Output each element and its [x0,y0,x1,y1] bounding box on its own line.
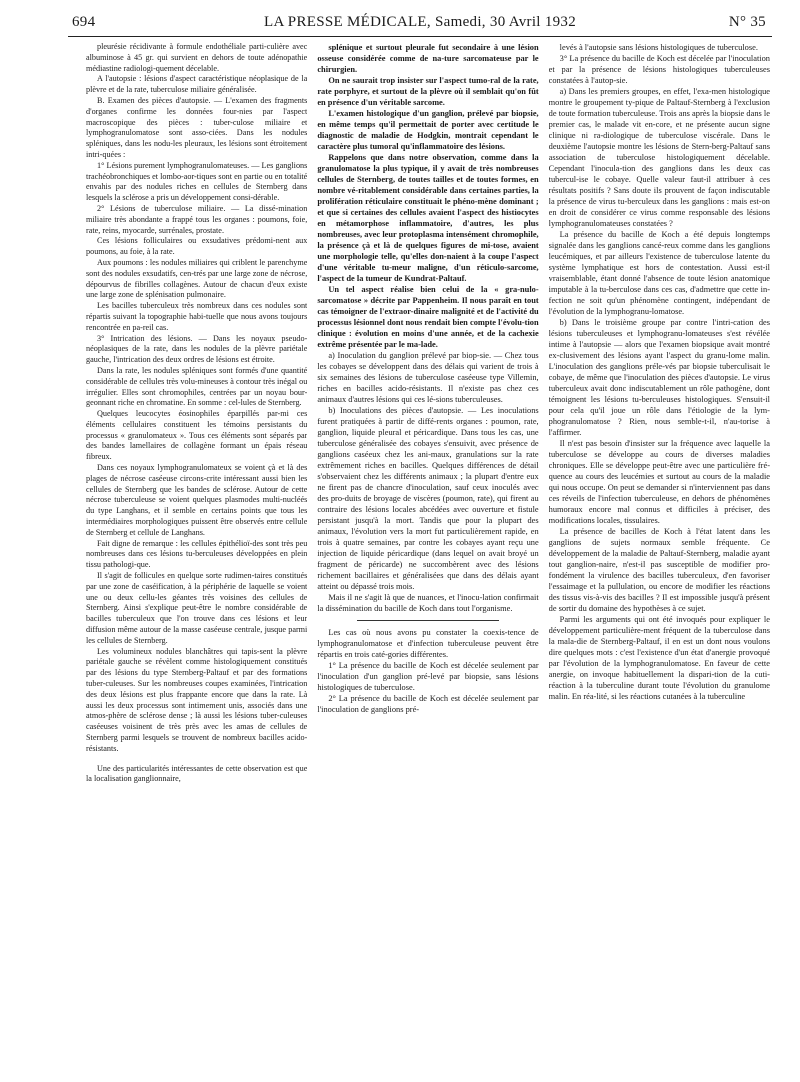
paragraph: B. Examen des pièces d'autopsie. — L'examen des fragments d'organes confirme les données four-nies par l'aspect macroscopique des pièces : tuber-culose miliaire et lymphogranulomatose sont asso-ciées. Dans les nodules spléniques, dans les nodu-les pleuraux, les lésions sont étroitement intri-quées : [86,95,308,159]
paragraph: Rappelons que dans notre observation, comme dans la granulomatose la plus typique, il y avait de très nombreuses cellules de Sternberg, de toutes tailles et de toutes formes, en nombre vé-ritablement considérable dans certaines parties, la prolifération réticulaire constituait le phéno-mène dominant ; et que si certaines des cellules avaient l'aspect des histiocytes en métamorphose inflammatoire, d'autres, les plus nombreuses, avec leur protoplasma intensément chromophile, la présence çà et là de quelques figures de mi-tose, avaient une morphologie telle, qu'elles don-naient à la coupe l'aspect d'une véritable tu-meur maligne, d'un réticulo-sarcome, l'aspect de la tumeur de Kundrat-Paltauf. [317,153,539,283]
paragraph: Les volumineux nodules blanchâtres qui tapis-sent la plèvre pariétale gauche se révèlent comme histologiquement constitués par des lésions du type Sternberg-Paltauf et par des formations tuber-culeuses. Sur les nombreuses coupes examinées, l'intrication des deux lésions est plus frappante encore que dans la rate. Là aussi les deux processus sont intimement unis, associés dans une atmos-phère de sclérose dense ; là aussi les lésions tuber-culeuses caséeuses voisinent de très près avec les amas de cellules de Sternberg parmi lesquels se trouvent de nombreux bacilles acido-résistants. [86,646,308,753]
paragraph: Dans ces noyaux lymphogranulomateux se voient çà et là des plages de nécrose caséeuse circons-crite intéressant aussi bien les cellules de Sternberg que les bandes de sclérose. Autour de cette nécrose tuberculeuse se voient quelques plasmodes multi-nucléés du type Langhans, et il semble en certains points que tous les intermédiaires morphologiques puissent être observés entre cellule de Sternberg et cellule de Langhans. [86,463,308,537]
paragraph: Il s'agit de follicules en quelque sorte rudimen-taires constitués par une zone de caséification, à la périphérie de laquelle se voient une ou deux cellu-les géantes très voisines des cellules de Sternberg. Ainsi s'explique peut-être le nombre considérable de bacilles tuberculeux que l'on trouve dans ces lésions et leur diffusion même autour de la masse caséeuse centrale, jusque parmi les cellules de Sternberg. [86,571,308,645]
column-3 [549,42,770,1072]
paragraph: Il n'est pas besoin d'insister sur la fréquence avec laquelle la tuberculose se développe au cours de diverses maladies chroniques. Elle se développe peut-être avec une particulière fré-quence au cours des leucémies et surtout au cours de la maladie qui nous occupe. On peut se demander si n'interviennent pas dans ces réveils de l'infection tuberculeuse, en dehors de phénomènes humoraux encore mal connus et difficiles à préciser, des modifications locales, tissulaires. [548,439,770,525]
paragraph: La présence de bacilles de Koch à l'état latent dans les ganglions de sujets normaux semble fréquente. Ce développement de la maladie de Paltauf-Sternberg, maladie ayant tout ganglion-naire, n'est-il pas susceptible de modifier pro-fondément la virulence des bacilles tuberculeux, d'en favoriser l'essaimage et la pullulation, ou encore de modifier les réactions des tissus vis-à-vis des bacilles ? Il est impossible jusqu'à présent de sortir du domaine des hypothèses à ce sujet. [548,527,770,613]
paragraph: 3° Intrication des lésions. — Dans les noyaux pseudo-néoplasiques de la rate, dans les nodules de la plèvre pariétale gauche, l'intrication des deux ordres de lésions est étroite. [86,333,308,365]
paragraph: Ces lésions folliculaires ou exsudatives prédomi-nent aux poumons, au foie, à la rate. [86,236,308,257]
paragraph: On ne saurait trop insister sur l'aspect tumo-ral de la rate, rate porphyre, et surtout de la plèvre où il semblait qu'on fût en présence d'un véritable sarcome. [317,76,539,107]
page-number: 694 [72,14,96,30]
paragraph: 3° La présence du bacille de Koch est décelée par l'inoculation et par la présence de lésions histologiques tuberculeuses constatées à l'autop-sie. [548,54,770,85]
paragraph: La présence du bacille de Koch a été depuis longtemps signalée dans les ganglions cancé-reux comme dans les ganglions leucémiques, et par ailleurs l'existence de tuberculose latente du système lymphatique est hors de contestation. Aussi est-il vraisemblable, étant donné l'absence de toute lésion anatomique imputable à la tu-berculose dans ces cas, d'admettre que cette in-fection ne soit qu'un phénomène contingent, indépendant de l'évolution de la lymphogranu-lomatose. [548,230,770,316]
paragraph: Les bacilles tuberculeux très nombreux dans ces nodules sont répartis suivant la topographie habi-tuelle que nous avons toujours rencontrée en pa-reil cas. [86,301,308,332]
paragraph: splénique et surtout pleurale fut secondaire à une lésion osseuse considérée comme de na-ture sarcomateuse par le chirurgien. [317,43,539,74]
paragraph: b) Inoculations des pièces d'autopsie. — Les inoculations furent pratiquées à partir de diffé-rents organes : poumon, rate, ganglion, liquide pleural et péricardique. Dans tous les cas, une tuberculose généralisée des cobayes s'ensuivit, avec présence de ganglions caséeux chez les ani-maux, granulations sur la rate extrêmement riches en bacilles. Quelques différences de détail s'observaient chez les différents animaux ; la plupart d'entre eux ne firent pas de chancre d'inoculation, sauf ceux inoculés avec des pro-duits de broyage de viscères (poumon, rate), qui firent au contraire des lésions locales abcédées avec ouverture et fistule persistant jusqu'à la mort. Tandis que pour la plupart des animaux, l'évolution vers la mort fut particulièrement rapide, en trois à quatre semaines, par contre les cobayes ayant reçu une injection de liquide péricardique (dans lequel on avait broyé un fragment de péricarde) ne succombèrent avec des lésions richement bacillaires et généralisées que dans des délais ayant atteint ou dépassé trois mois. [317,406,539,591]
page-header [68,8,772,37]
paragraph: Les cas où nous avons pu constater la coexis-tence de lymphogranulomatose et d'infection tuberculeuse peuvent être répartis en trois caté-gories différentes. [317,628,539,659]
paragraph: A l'autopsie : lésions d'aspect caractéristique néoplasique de la plèvre et de la rate, tuberculose miliaire généralisée. [86,74,308,95]
paragraph: Une des particularités intéressantes de cette observation est que la localisation ganglionnaire, [86,763,308,784]
paragraph: a) Dans les premiers groupes, en effet, l'exa-men histologique montre le groupement ty-pique de Paltauf-Sternberg à l'exclusion de toute formation tuberculeuse. Trois ans après la biopsie dans le premier cas, le malade vit en-core, et ne présente aucun signe clinique ni ra-diologique de tuberculose viscérale. Dans le deuxième l'autopsie montre les lésions de Stern-berg-Paltauf sans association de tuberculose histologiquement décelable. Cependant l'inocula-tion des ganglions dans les deux cas tubercul-ise le cobaye. Quelle valeur faut-il attribuer à ces résultats positifs ? Sans doute ils prouvent de façon indiscutable la présence de virus tu-berculeux dans les ganglions : mais est-on en droit de considérer ce virus comme responsable des lésions lymphogranulomateuses constatées ? [548,87,770,228]
paragraph: pleurésie récidivante à formule endothéliale parti-culière avec albuminose à 45 gr. qui survient en dehors de toute adénopathie médiastine radiologi-quement décelable. [86,42,308,73]
paragraph: Aux poumons : les nodules miliaires qui criblent le parenchyme sont des nodules exsudatifs, cen-trés par une large zone de nécrose, dépourvus de fibrilles collagènes. Autour de chacun d'eux existe une large zone de splénisation pulmonaire. [86,257,308,300]
paragraph: b) Dans le troisième groupe par contre l'intri-cation des lésions tuberculeuses et lymphogranu-lomateuses s'est révélée intime à l'autopsie — alors que l'examen biopsique avait montré ex-clusivement des lésions ayant l'aspect du granu-lome malin. L'inoculation des ganglions préle-vés par biopsie tuberculisait le cobaye, de même que l'inoculation des pièces d'autopsie. Le virus tuberculeux avait donc indiscutablement un rôle pathogène, dont témoignent les lésions tu-berculeuses histologiques. S'ensuit-il pour cela qu'il joue un rôle dans l'étiologie de la lym-phogranulomatose ? Rien, nous semble-t-il, n'au-torise à l'affirmer. [548,318,770,437]
journal-title: LA PRESSE MÉDICALE, Samedi, 30 Avril 1932 [263,14,577,30]
paragraph: levés à l'autopsie sans lésions histologiques de tuberculose. [559,43,758,52]
column-1 [86,42,307,1072]
issue-number: N° 35 [728,14,766,30]
paragraph: Quelques leucocytes éosinophiles éparpillés par-mi ces éléments cellulaires constituent les témoins persistants du processus « granulomateux ». Tous ces éléments sont séparés par des bandes lamellaires de collagène formant un épais réseau fibreux. [86,409,308,462]
paragraph: Parmi les arguments qui ont été invoqués pour expliquer le développement particulière-ment fréquent de la tuberculose dans la mala-die de Sternberg-Paltauf, il en est un dont nous voulons dire quelques mots : c'est l'existence d'un état d'anergie provoqué par l'évolution de la lymphogranulomatose. En faveur de cette anergie, on invoque habituellement la dispari-tion de la cuti-réaction à la tuberculine durant toute l'évolution du granulome malin. En réa-lité, si les réactions cutanées à la tuberculine [548,615,770,701]
paragraph: L'examen histologique d'un ganglion, prélevé par biopsie, en même temps qu'il permettait de porter avec certitude le diagnostic de maladie de Hodgkin, montrait cependant le caractère plus tumoral qu'inflammatoire des lésions. [317,109,539,151]
section-divider [357,620,498,621]
paragraph: 1° La présence du bacille de Koch est décelée seulement par l'inoculation d'un ganglion pré-levé par biopsie, sans lésions histologiques de tuberculose. [317,661,539,692]
paragraph: Mais il ne s'agit là que de nuances, et l'inocu-lation confirmait la dissémination du bacille de Koch dans tout l'organisme. [317,593,539,613]
article-columns [86,42,770,1072]
column-2 [317,42,538,1072]
paragraph: Un tel aspect réalise bien celui de la « gra-nulo-sarcomatose » décrite par Pappenheim. Il nous paraît en tout cas témoigner de l'extraor-dinaire malignité et de l'activité du processus lésionnel dont nous rendait bien compte l'évolu-tion clinique : évolution en moins d'une année, et de la cachexie extrême présentée par le ma-lade. [317,285,539,349]
paragraph: 2° La présence du bacille de Koch est décelée seulement par l'inoculation de ganglions pré- [317,694,539,714]
paragraph: a) Inoculation du ganglion prélevé par biop-sie. — Chez tous les cobayes se développent dans des délais qui varient de trois à six semaines des lésions de tuberculose caséeuse type Villemin, riches en bacilles acido-résistants. Il n'existe pas chez ces animaux d'autres lésions qui ces lé-sions tuberculeuses. [317,351,539,404]
paragraph: 2° Lésions de tuberculose miliaire. — La dissé-mination miliaire très abondante a frappé tous les organes : poumons, foie, rate, reins, myocarde, surrénales, prostate. [86,203,308,235]
paragraph: 1° Lésions purement lymphogranulomateuses. — Les ganglions trachéobronchiques et lombo-aor-tiques sont en partie ou en totalité envahis par des nodules riches en cellules de Sternberg dans lesquels la sclérose a pris un développement consi-dérable. [86,160,308,203]
paragraph: Fait digne de remarque : les cellules épithélioï-des sont très peu nombreuses dans ces lésions tu-berculeuses développées en plein tissu pathologi-que. [86,538,308,570]
paragraph: Dans la rate, les nodules spléniques sont formés d'une quantité considérable de cellules très volu-mineuses à contour très inégal ou irrégulier. Elles sont chromophiles, centrées par un noyau bour-geonnant riche en chromatine. En somme : cel-lules de Sternberg. [86,365,308,408]
